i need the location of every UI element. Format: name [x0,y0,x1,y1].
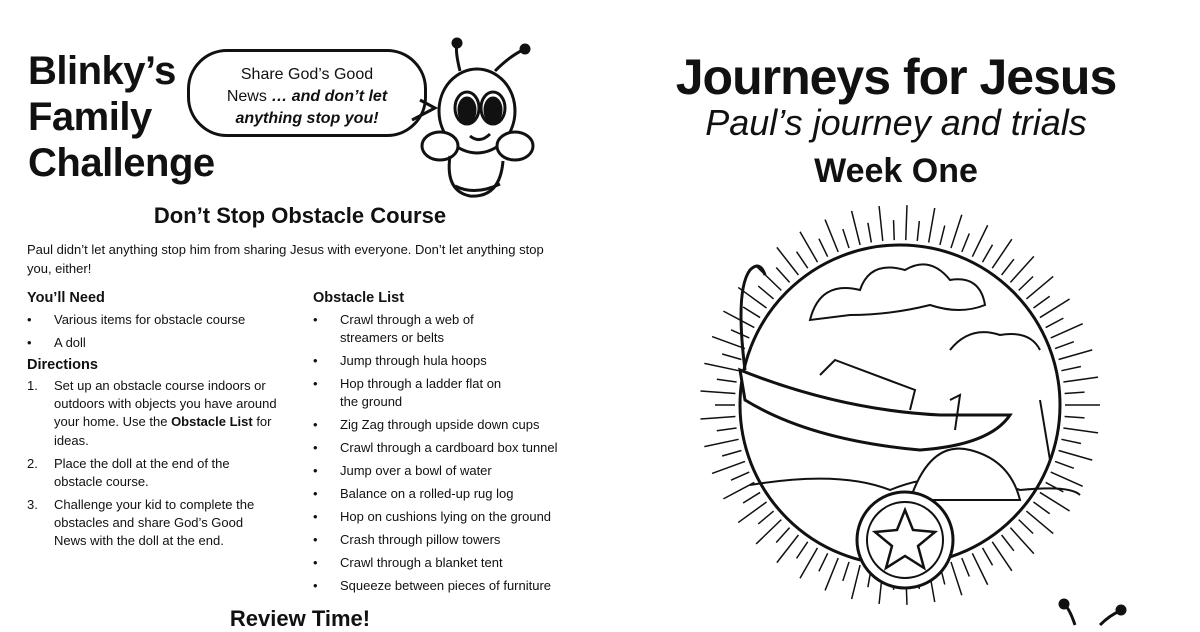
step-text: Challenge your kid to complete the obstacles and share God’s Good News with the doll at the end. [54,496,255,549]
sun-ray [1046,482,1064,491]
title-line: Family [28,95,152,139]
sun-ray [758,286,773,299]
youll-need-section [27,290,277,555]
sun-ray [717,379,737,382]
obstacle-item [313,311,573,348]
sun-ray [1061,439,1081,443]
sun-ray [879,206,883,241]
sun-ray [712,461,745,473]
sun-ray [843,229,849,248]
sun-ray [712,337,745,349]
sun-ray [962,233,969,252]
sun-ray [731,472,749,480]
sun-ray [1061,367,1081,371]
sun-ray [758,511,773,524]
sun-ray [929,208,935,242]
obstacle-item [313,439,573,457]
week-label: Week One [814,152,978,190]
bullet-icon: • [313,554,318,570]
item-text: Zig Zag through upside down cups [340,417,540,433]
sun-ray [819,553,828,571]
sun-ray [868,223,871,243]
sun-ray [1040,299,1070,318]
item-text: Various items for obstacle course [54,312,246,327]
item-text: Balance on a rolled-up rug log [340,485,514,501]
sun-ray [1065,417,1085,418]
shipwreck-illustration [690,200,1110,620]
sun-ray [825,558,838,590]
bullet-icon: • [27,312,32,327]
sun-ray [1059,450,1093,460]
sun-ray [1019,276,1033,290]
item-text: Crash through pillow towers [340,531,501,547]
sun-ray [722,450,741,456]
bubble-emphasis: anything stop you! [235,110,379,127]
direction-step [27,377,277,450]
sun-ray [704,439,738,446]
step-number: 1. [27,377,38,393]
list-item [27,334,277,352]
sun-ray [776,528,789,543]
sun-ray [797,542,808,559]
sun-ray [1019,520,1033,534]
sun-ray [797,252,808,269]
bullet-icon: • [313,508,318,524]
sun-ray [1040,492,1070,511]
bullet-icon: • [313,577,318,593]
sun-ray [972,553,987,584]
bullet-icon: • [313,463,318,479]
review-heading: Review Time! [229,606,371,631]
bee-antennae-icon [1050,595,1140,630]
sun-ray [962,558,969,577]
bubble-emphasis: … and don’t let [271,88,388,105]
sun-ray [983,548,993,565]
sun-ray [1065,392,1085,393]
sun-ray [1002,259,1014,275]
sun-ray [983,245,993,262]
sun-ray [940,225,945,244]
sun-ray [700,417,735,419]
obstacle-item [313,577,573,595]
obstacle-item [313,531,573,549]
obstacle-item [313,485,573,503]
activity-title: Don’t Stop Obstacle Course [153,203,447,228]
bullet-icon: • [313,531,318,547]
sun-ray [825,220,838,252]
sun-ray [894,220,895,240]
bullet-icon: • [313,485,318,501]
sun-ray [800,548,818,578]
list-item [27,311,277,329]
obstacle-item [313,352,573,370]
youll-need-heading: You’ll Need [27,290,105,306]
step-number: 2. [27,455,38,471]
sun-ray [723,311,754,327]
sun-ray [843,562,849,581]
bullet-icon: • [313,417,318,433]
sun-ray [951,562,962,595]
bullet-icon: • [313,312,318,327]
obstacle-item [313,416,573,434]
sun-ray [1033,502,1049,514]
item-text: Jump over a bowl of water [340,463,492,479]
sun-ray [1051,324,1083,338]
sun-ray [800,232,818,262]
sun-ray [738,502,766,523]
sun-ray [992,239,1012,268]
sun-ray [717,428,737,431]
sun-ray [906,205,907,240]
sun-ray [1033,296,1049,308]
sun-ray [1046,318,1064,327]
sun-ray [951,215,962,248]
step-text: for ideas. [54,414,272,448]
obstacle-item [313,508,573,526]
cover-subtitle: Paul’s journey and trials [705,102,1087,143]
sun-ray [1063,428,1098,433]
bullet-icon: • [27,334,32,350]
sun-ray [776,268,789,283]
obstacle-item [313,462,573,480]
item-text: A doll [54,334,86,350]
sun-ray [722,354,741,360]
bubble-line: Share God’s Good [240,66,374,83]
direction-step [27,455,277,492]
sun-ray [700,391,735,393]
obstacle-list-heading: Obstacle List [313,290,405,306]
step-text: Place the doll at the end of the obstacle course. [54,455,230,489]
sun-ray [1063,377,1098,382]
sun-ray [1059,350,1093,360]
title-line: Blinky’s [28,49,176,93]
item-text: Crawl through a blanket tent [340,554,503,570]
sun-ray [852,211,860,245]
obstacle-item [313,554,573,572]
item-text: Crawl through a web of streamers or belts [340,312,474,346]
sun-ray [743,307,760,318]
sun-ray [1051,472,1083,486]
bullet-icon: • [313,353,318,369]
cover-title: Journeys for Jesus [675,49,1117,105]
sun-ray [743,492,760,503]
item-text: Crawl through a cardboard box tunnel [340,440,558,456]
blinky-bee-illustration [415,36,540,206]
step-text: Set up an obstacle course indoors or outdoors with objects you have around your home. Use the [54,377,277,430]
obstacle-list-section [313,290,573,599]
obstacle-item [313,375,573,412]
sun-ray [1055,461,1074,468]
sun-ray [819,239,828,257]
sun-ray [1002,535,1014,551]
sun-ray [1055,342,1074,349]
intro-text: Paul didn’t let anything stop him from sharing Jesus with everyone. Don’t let anything stop you, either! [27,242,544,276]
sun-ray [723,482,754,498]
item-text: Hop on cushions lying on the ground [340,508,552,524]
direction-step [27,496,277,551]
bullet-icon: • [313,376,318,392]
title-line: Challenge [28,141,215,185]
sun-ray [992,542,1012,571]
sun-ray [704,363,738,370]
sun-ray [852,565,860,599]
sun-ray [917,221,919,241]
step-bold: Obstacle List [171,414,253,430]
bullet-icon: • [313,440,318,456]
item-text: Squeeze between pieces of furniture [340,577,552,593]
step-number: 3. [27,496,38,512]
item-text: Jump through hula hoops [340,353,487,369]
bubble-line: News [226,88,267,105]
item-text: Hop through a ladder flat on the ground [340,376,502,410]
directions-heading: Directions [27,356,98,373]
sun-ray [972,225,987,256]
speech-bubble [187,49,427,137]
